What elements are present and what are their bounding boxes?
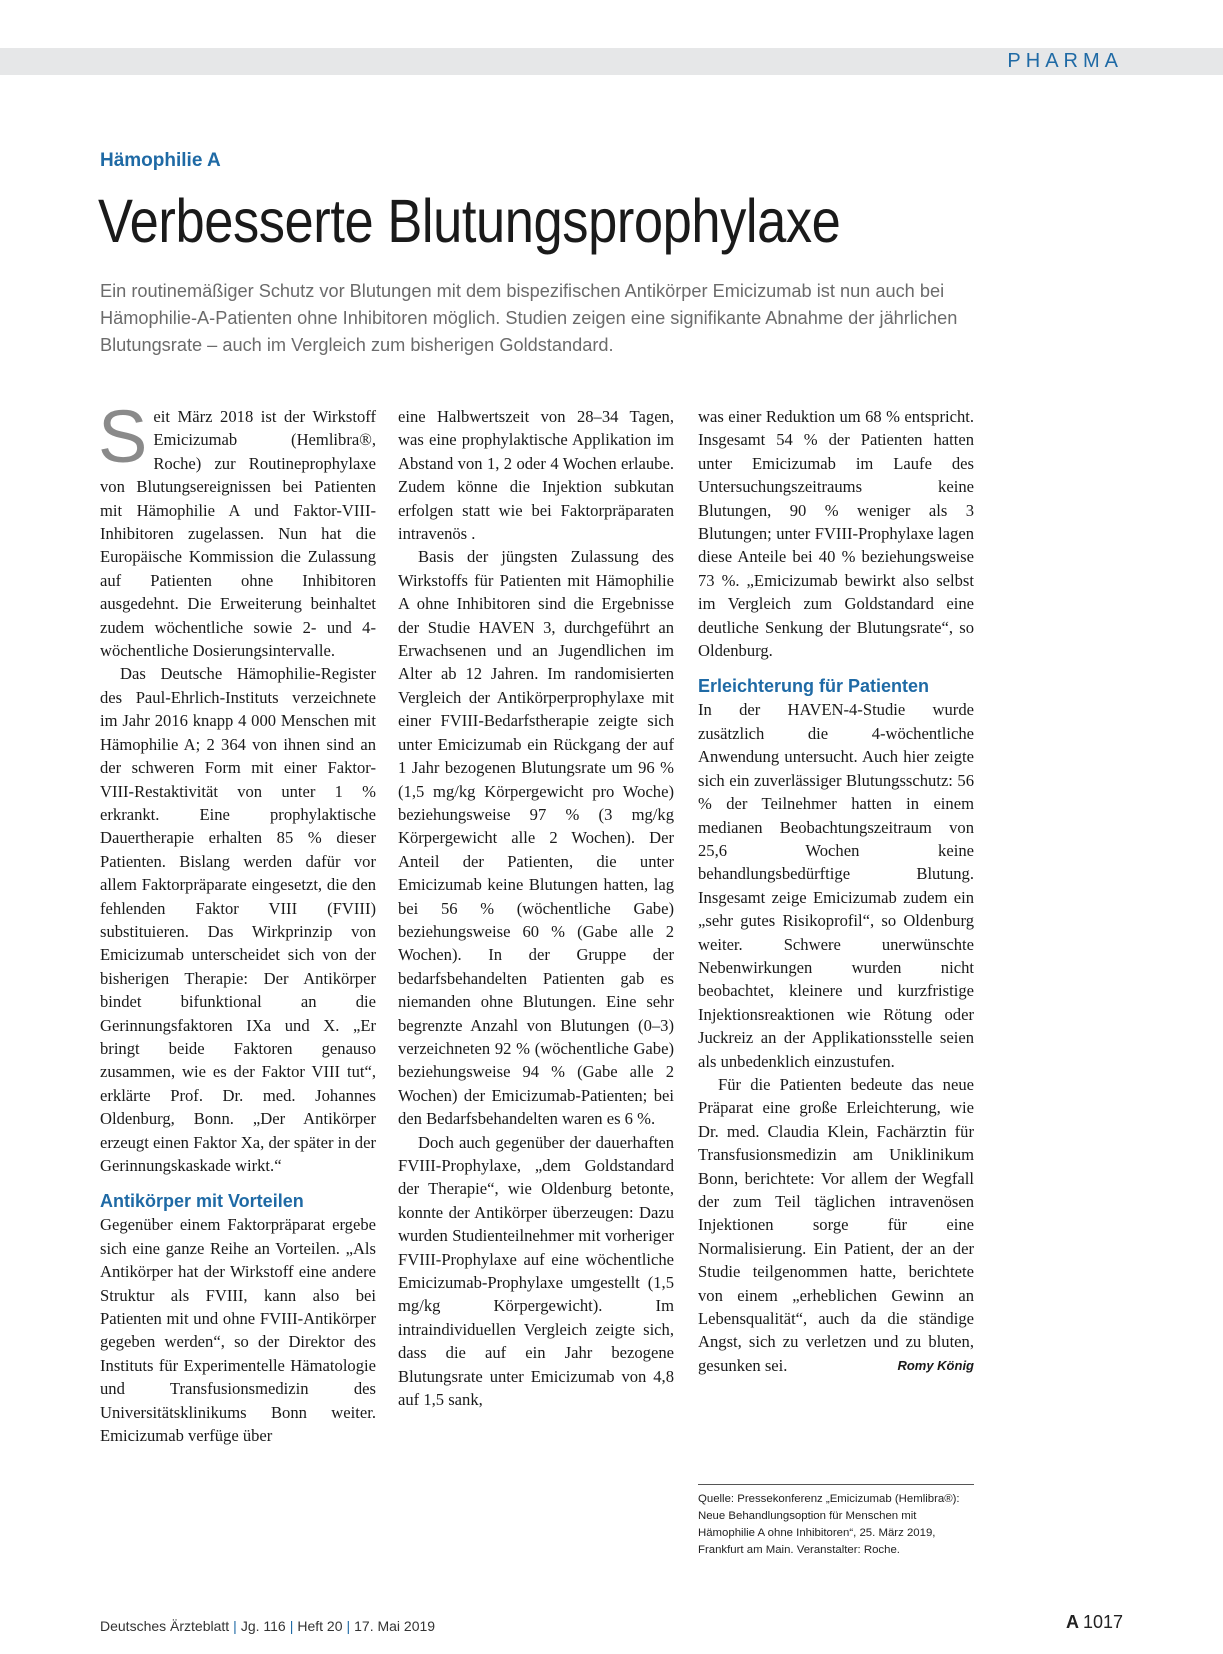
issue-date: 17. Mai 2019 bbox=[354, 1618, 436, 1634]
column-1 bbox=[98, 395, 376, 1447]
paragraph bbox=[98, 395, 376, 662]
issue: Heft 20 bbox=[297, 1618, 343, 1634]
paragraph: Gegenüber einem Faktorpräparat ergebe sich eine ganze Reihe an Vorteilen. „Als Antikörper hat der Wirkstoff eine andere Struktur als FVIII, kann also bei Patienten mit und ohne FVIII-Antikörper gegeben werden“, so der Direktor des Instituts für Experimentelle Hämatologie und Transfusionsmedizin des Universitätsklinikums Bonn weiter. Emicizumab verfüge über bbox=[100, 1215, 376, 1446]
page-number bbox=[1066, 1612, 1123, 1633]
paragraph bbox=[698, 1073, 974, 1377]
article-kicker: Hämophilie A bbox=[100, 150, 221, 171]
paragraph: was einer Reduktion um 68 % entspricht. Insgesamt 54 % der Patienten hatten unter Emicizumab im Laufe des Untersuchungszeitraums keine Blutungen, 90 % weniger als 3 Blutungen; unter FVIII-Prophylaxe lagen diese Anteile bei 40 % beziehungsweise 73 %. „Emicizumab bewirkt also selbst im Vergleich zum Goldstandard eine deutliche Senkung der Blutungsrate“, so Oldenburg. bbox=[698, 407, 974, 661]
footer-citation bbox=[100, 1618, 435, 1634]
section-label: PHARMA bbox=[1007, 50, 1123, 72]
paragraph: eine Halbwertszeit von 28–34 Tagen, was eine prophylaktische Applikation im Abstand von 1, 2 oder 4 Wochen erlaube. Zudem könne die Injektion subkutan erfolgen statt wie bei Faktorpräparaten intravenös . bbox=[398, 407, 674, 544]
volume: Jg. 116 bbox=[240, 1618, 286, 1634]
paragraph-text: Für die Patienten bedeute das neue Präparat eine große Erleichterung, wie Dr. med. Claudia Klein, Fachärztin für Transfusionsmedizin am Uniklinikum Bonn, berichtete: Vor allem der Wegfall der zum Teil täglichen intravenösen Injektionen sorge für eine Normalisierung. Ein Patient, der an der Studie teilgenommen hatte, berichtete von einem „erheblichen Gewinn an Lebensqualität“, auch da die ständige Angst, sich zu verletzen und zu bluten, gesunken sei. bbox=[698, 1074, 974, 1375]
paragraph: Doch auch gegenüber der dauerhaften FVIII-Prophylaxe, „dem Goldstandard der Therapie“, wie Oldenburg betonte, konnte der Antikörper überzeugen: Dazu wurden Studienteilnehmer mit vorheriger FVIII-Prophylaxe auf eine wöchentliche Emicizumab-Prophylaxe umgestellt (1,5 mg/kg Körpergewicht). Im intraindividuellen Vergleich zeigte sich, dass die auf ein Jahr bezogene Blutungsrate unter Emicizumab von 4,8 auf 1,5 sank, bbox=[398, 1132, 674, 1410]
subheading: Erleichterung für Patienten bbox=[698, 676, 930, 697]
separator: | bbox=[346, 1618, 351, 1634]
paragraph-text: eit März 2018 ist der Wirkstoff Emicizumab (Hemlibra®, Roche) zur Routineprophylaxe von Blutungsereignissen bei Patienten mit Hämophilie A und Faktor-VIII-Inhibitoren zugelassen. Nun hat die Europäische Kommission die Zulassung auf Patienten ohne Inhibitoren ausgedehnt. Die Erweiterung beinhaltet zudem wöchentliche sowie 2- und 4-wöchentliche Dosierungsintervalle. bbox=[100, 407, 376, 661]
paragraph: Das Deutsche Hämophilie-Register des Paul-Ehrlich-Instituts verzeichnete im Jahr 2016 knapp 4 000 Menschen mit Hämophilie A; 2 364 von ihnen sind an der schweren Form mit einer Faktor-VIII-Restaktivität von unter 1 % erkrankt. Eine prophylaktische Dauertherapie erhalten 85 % dieser Patienten. Bislang werden dafür vor allem Faktorpräparate eingesetzt, die den fehlenden Faktor VIII (FVIII) substituieren. Das Wirkprinzip von Emicizumab unterscheidet sich von der bisherigen Therapie: Der Antikörper bindet bifunktional an die Gerinnungsfaktoren IXa und X. „Er bringt beide Faktoren genauso zusammen, wie es der Faktor VIII tut“, erklärte Prof. Dr. med. Johannes Oldenburg, Bonn. „Der Antikörper erzeugt einen Faktor Xa, der später in der Gerinnungskaskade wirkt.“ bbox=[100, 664, 376, 1175]
author-name: Romy König bbox=[897, 1357, 974, 1373]
section-bar bbox=[0, 48, 1223, 75]
paragraph: In der HAVEN-4-Studie wurde zusätzlich die 4-wöchentliche Anwendung untersucht. Auch hier zeigte sich ein zuverlässiger Blutungsschutz: 56 % der Teilnehmer hatten in einem medianen Beobachtungszeitraum von 25,6 Wochen keine behandlungsbedürftige Blutung. Insgesamt zeige Emicizumab zudem ein „sehr gutes Risikoprofil“, so Oldenburg weiter. Schwere unerwünschte Nebenwirkungen wurden nicht beobachtet, kleinere und kurzfristige Injektionsreaktionen wie Rötung oder Juckreiz an der Applikationsstelle seien als unbedenklich einzustufen. bbox=[698, 700, 974, 1071]
subheading: Antikörper mit Vorteilen bbox=[100, 1191, 304, 1212]
separator: | bbox=[289, 1618, 294, 1634]
page-letter: A bbox=[1065, 1612, 1079, 1632]
journal-name: Deutsches Ärzteblatt bbox=[100, 1618, 230, 1634]
source-note: Quelle: Pressekonferenz „Emicizumab (Hemlibra®): Neue Behandlungsoption für Menschen mit Hämophilie A ohne Inhibitoren“, 25. März 2019, Frankfurt am Main. Veranstalter: Roche. bbox=[698, 1484, 974, 1559]
paragraph: Basis der jüngsten Zulassung des Wirkstoffs für Patienten mit Hämophilie A ohne Inhibitoren sind die Ergebnisse der Studie HAVEN 3, durchgeführt an Erwachsenen und an Jugendlichen im Alter ab 12 Jahren. Im randomisierten Vergleich der Antikörperprophylaxe mit einer FVIII-Bedarfstherapie zeigte sich unter Emicizumab ein Rückgang der auf 1 Jahr bezogenen Blutungsrate um 96 % (1,5 mg/kg Körpergewicht pro Woche) beziehungsweise 97 % (3 mg/kg Körpergewicht alle 2 Wochen). Der Anteil der Patienten, die unter Emicizumab keine Blutungen hatten, lag bei 56 % (wöchentliche Gabe) beziehungsweise 60 % (Gabe alle 2 Wochen). In der Gruppe der bedarfsbehandelten Patienten gab es niemanden ohne Blutungen. Eine sehr begrenzte Anzahl von Blutungen (0–3) verzeichneten 92 % (wöchentliche Gabe) beziehungsweise 94 % (Gabe alle 2 Wochen) der Emicizumab-Patienten; bei den Bedarfsbehandelten waren es 6 %. bbox=[398, 547, 674, 1129]
separator: | bbox=[233, 1618, 237, 1634]
article-title: Verbesserte Blutungsprophylaxe bbox=[98, 187, 841, 255]
column-3 bbox=[698, 405, 974, 1377]
column-2 bbox=[398, 405, 674, 1411]
article-lead: Ein routinemäßiger Schutz vor Blutungen mit dem bispezifischen Antikörper Emicizumab ist nun auch bei Hämophilie-A-Patienten ohne Inhibitoren möglich. Studien zeigen eine signifikante Abnahme der jährlichen Blutungsrate – auch im Vergleich zum bisherigen Goldstandard. bbox=[100, 281, 958, 355]
drop-cap: S bbox=[98, 395, 148, 478]
page-number-value: 1017 bbox=[1082, 1612, 1123, 1632]
